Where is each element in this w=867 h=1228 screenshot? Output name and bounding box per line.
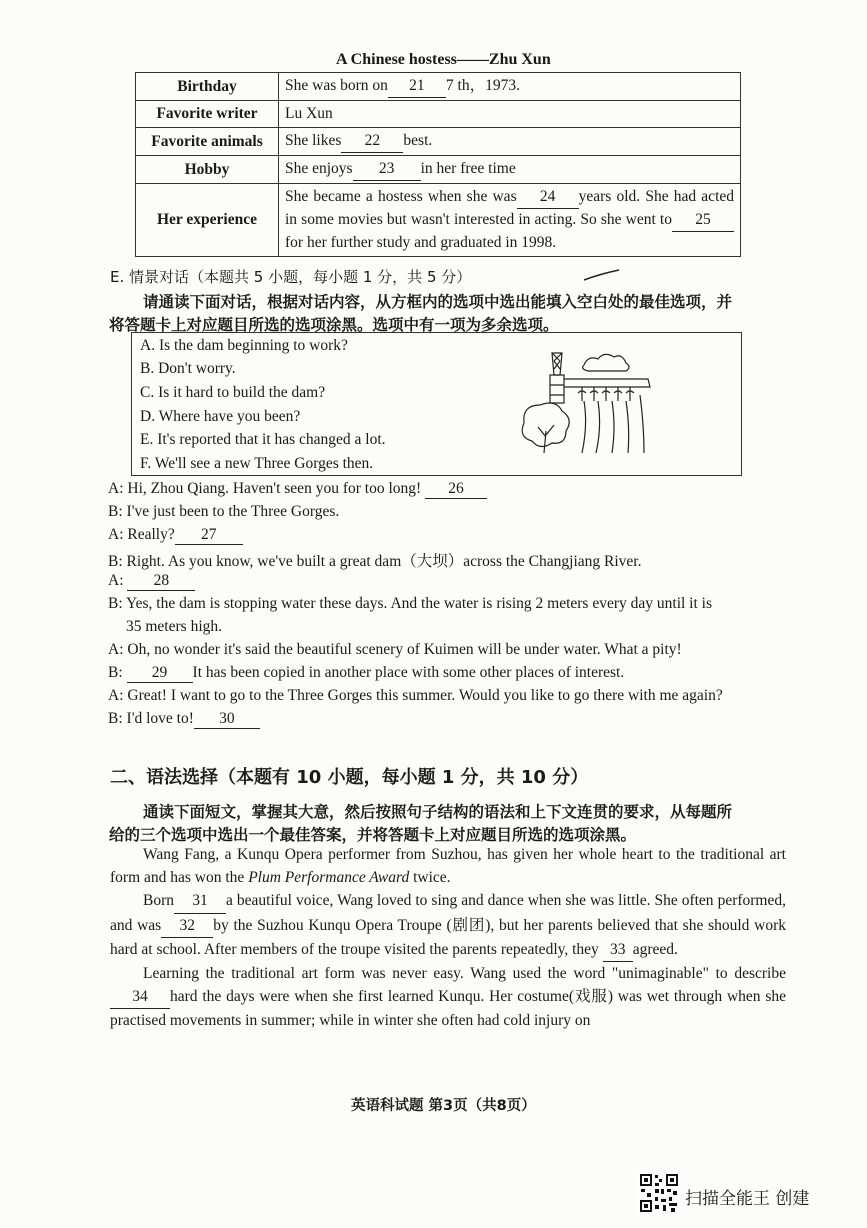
dialogue-line-30 [108, 710, 260, 729]
dialogue-line-29 [108, 664, 624, 683]
paragraph-3 [110, 962, 786, 1033]
dialogue-line [108, 503, 339, 521]
text: a beautiful voice, Wang loved to sing and dance when she was little. She often performed, and was [110, 892, 786, 934]
section-2-heading: 二、语法选择（本题有 10 小题，每小题 1 分，共 10 分） [110, 767, 589, 788]
dialogue-line-26 [108, 480, 487, 499]
blank-33: 33 [603, 938, 633, 962]
speaker: B: [108, 710, 123, 727]
option-d: D. Where have you been? [140, 408, 301, 425]
speaker: A: [108, 526, 124, 543]
speaker: B: [108, 595, 123, 612]
text: 7 th，1973. [445, 77, 520, 94]
dialogue-line [108, 595, 712, 613]
row-label: Favorite writer [136, 101, 279, 128]
option-b: B. Don't worry. [140, 360, 236, 377]
table-row [136, 73, 741, 101]
text: Born [143, 892, 174, 910]
passage [110, 843, 786, 1033]
paragraph-1 [110, 843, 786, 889]
page-footer: 英语科试题 第3页（共8页） [351, 1098, 536, 1114]
text: She became a hostess when she was [285, 188, 517, 205]
text: She enjoys [285, 160, 353, 177]
dialogue-line [108, 641, 682, 659]
text: twice. [413, 869, 451, 887]
row-value [279, 73, 741, 101]
row-label: Her experience [136, 184, 279, 257]
speaker: A: [108, 572, 124, 589]
text: by the Suzhou Kunqu Opera Troupe (剧团), but her parents believed that she should work hard at school. After members of the troupe visited the parents repeatedly, they [110, 916, 786, 958]
text: She was born on [285, 77, 388, 94]
profile-title: A Chinese hostess——Zhu Xun [336, 51, 551, 68]
text: Great! I want to go to the Three Gorges this summer. Would you like to go there with me again? [127, 687, 723, 704]
speaker: B: [108, 503, 123, 520]
speaker: A: [108, 687, 124, 704]
dialogue-line [108, 687, 723, 705]
text: agreed. [632, 940, 678, 958]
qr-code-icon [639, 1173, 679, 1213]
blank-22: 22 [341, 130, 403, 153]
text: Learning the traditional art form was never easy. Wang used the word "unimaginable" to describe [143, 965, 786, 983]
table-row [136, 184, 741, 257]
text: in her free time [420, 160, 516, 177]
text: hard the days were when she first learned Kunqu. Her costume(戏服) was wet through when she practised movements in summer; while in winter she often had cold injury on [110, 988, 786, 1030]
speaker: B: [108, 553, 123, 570]
blank-25: 25 [672, 209, 734, 232]
section-2-instruction-1: 通读下面短文，掌握其大意，然后按照句子结构的语法和上下文连贯的要求，从每题所 [143, 803, 733, 821]
blank-21: 21 [388, 75, 446, 98]
row-label: Favorite animals [136, 128, 279, 156]
section-2-instruction-2: 给的三个选项中选出一个最佳答案，并将答题卡上对应题目所选的选项涂黑。 [109, 826, 637, 844]
option-f: F. We'll see a new Three Gorges then. [140, 455, 374, 472]
blank-34: 34 [110, 985, 170, 1009]
text: It has been copied in another place with some other places of interest. [192, 664, 625, 681]
blank-26: 26 [425, 480, 487, 499]
blank-31: 31 [174, 889, 226, 913]
scanner-watermark: 扫描全能王 创建 [685, 1189, 810, 1209]
blank-30: 30 [194, 710, 260, 729]
row-label: Birthday [136, 73, 279, 101]
row-value [279, 156, 741, 184]
pen-mark [582, 266, 622, 284]
blank-28: 28 [127, 572, 195, 591]
blank-29: 29 [127, 664, 193, 683]
paragraph-2 [110, 889, 786, 962]
blank-27: 27 [175, 526, 243, 545]
text: Hi, Zhou Qiang. Haven't seen you for too long! [127, 480, 422, 497]
text: Really? [127, 526, 175, 543]
award-name: Plum Performance Award [248, 869, 410, 887]
option-e: E. It's reported that it has changed a lot. [140, 431, 386, 448]
text: I'd love to! [126, 710, 194, 727]
row-label: Hobby [136, 156, 279, 184]
text: I've just been to the Three Gorges. [126, 503, 340, 520]
text: 35 meters high. [126, 618, 222, 635]
speaker: A: [108, 641, 124, 658]
text: Wang Fang, a Kunqu Opera performer from Suzhou, has given her whole heart to the traditional art form and has won the [110, 846, 786, 887]
text: Yes, the dam is stopping water these days. And the water is rising 2 meters every day until it is [125, 595, 713, 612]
section-e-instruction-1: 请通读下面对话，根据对话内容，从方框内的选项中选出能填入空白处的最佳选项，并 [143, 293, 733, 311]
text: best. [403, 132, 433, 149]
table-row [136, 156, 741, 184]
dialogue-line-28 [108, 572, 195, 591]
row-value [279, 184, 741, 257]
text: years old. She had acted in some movies but wasn't interested in acting. So she went to [285, 188, 734, 228]
dialogue-line [126, 618, 222, 636]
dialogue-line [108, 549, 641, 571]
blank-24: 24 [517, 186, 579, 209]
option-c: C. Is it hard to build the dam? [140, 384, 326, 401]
blank-23: 23 [353, 158, 421, 181]
row-value [279, 128, 741, 156]
dialogue-line-27 [108, 526, 243, 545]
text: Oh, no wonder it's said the beautiful scenery of Kuimen will be under water. What a pity! [127, 641, 682, 658]
section-e-heading: E. 情景对话（本题共 5 小题，每小题 1 分，共 5 分） [110, 268, 472, 286]
text: Right. As you know, we've built a great dam（大坝）across the Changjiang River. [126, 553, 642, 570]
section-e-instruction-2: 将答题卡上对应题目所选的选项涂黑。选项中有一项为多余选项。 [109, 316, 559, 334]
options-box [131, 332, 742, 476]
text: She likes [285, 132, 342, 149]
table-row [136, 128, 741, 156]
speaker: A: [108, 480, 124, 497]
blank-32: 32 [161, 914, 213, 938]
profile-table [135, 72, 741, 257]
table-row [136, 101, 741, 128]
row-value: Lu Xun [279, 101, 741, 128]
option-a: A. Is the dam beginning to work? [140, 337, 348, 354]
speaker: B: [108, 664, 123, 681]
text: for her further study and graduated in 1998. [285, 234, 557, 251]
dam-illustration [518, 345, 658, 457]
